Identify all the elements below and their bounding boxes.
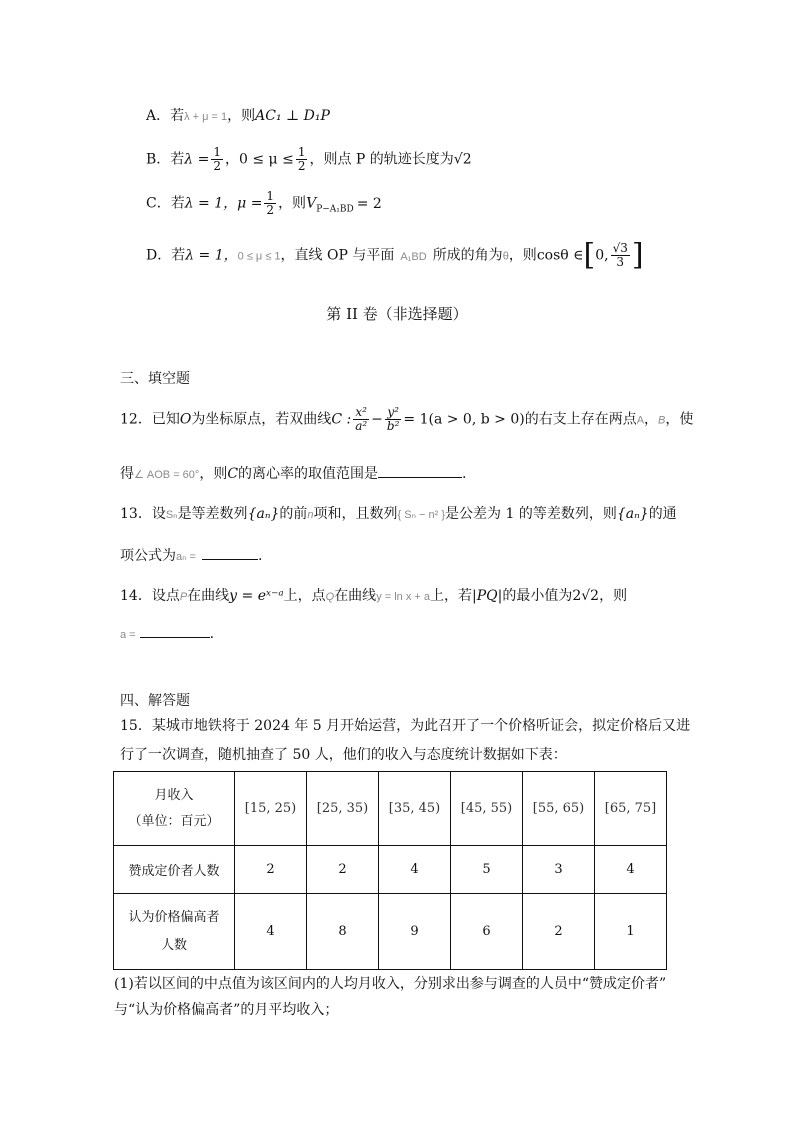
q14-curve-2: y = ln x + a: [376, 591, 430, 603]
q12-text-6: ，则: [199, 466, 228, 482]
fraction-numerator: √3: [612, 241, 628, 255]
option-b-lambda-fraction: [211, 146, 223, 173]
part-1-line-2: 与“认为价格偏高者”的月平均收入；: [114, 1002, 339, 1018]
header-label: 月收入: [154, 787, 194, 803]
option-d-interval-fraction: [611, 242, 630, 269]
q13-text: 13．设: [120, 506, 166, 522]
q14-point-p: P: [179, 591, 188, 603]
fraction-denominator: 3: [616, 255, 625, 269]
question-13-line-2: 项公式为aₙ = .: [120, 545, 262, 567]
option-d-theta: θ: [502, 250, 509, 263]
fraction-denominator: b²: [386, 419, 400, 433]
option-c: [146, 190, 382, 219]
fraction-denominator: 2: [213, 159, 221, 173]
question-14-line-2: a = .: [120, 623, 214, 645]
fraction-numerator: 1: [266, 189, 275, 203]
row-label: 赞成定价者人数: [114, 846, 235, 894]
option-d-lambda: λ = 1，: [185, 247, 238, 264]
q12-origin: O: [179, 411, 192, 428]
q13-text-6: 的通: [648, 506, 677, 522]
table-cell: 4: [379, 846, 451, 894]
q12-point-a: A: [636, 414, 645, 427]
solve-heading: 四、解答题: [120, 693, 190, 709]
option-d-cos: cosθ ∈: [536, 247, 584, 264]
option-b-text: ，则点 P 的轨迹长度为: [309, 151, 454, 168]
table-cell: 9: [379, 894, 451, 970]
option-b-label: B．若: [146, 151, 185, 168]
fill-in-heading: 三、填空题: [120, 371, 190, 387]
q13-text-7: 项公式为: [120, 548, 176, 564]
q12-x-fraction: [353, 406, 369, 433]
q13-sn: Sₙ: [165, 509, 178, 521]
option-d-text: ，直线 OP 与平面: [280, 247, 395, 264]
q12-text-4: ，使: [665, 411, 694, 428]
part-1-line-1: (1)若以区间的中点值为该区间内的人均月收入，分别求出参与调查的人员中“赞成定价者”: [114, 976, 667, 992]
question-13-line-1: [120, 504, 677, 525]
section-title: 第 II 卷（非选择题）: [326, 305, 468, 323]
question-14-line-1: [120, 586, 627, 607]
option-c-mu-fraction: [264, 190, 276, 217]
table-cell: 4: [235, 894, 307, 970]
q12-curve-ref: C: [227, 466, 239, 482]
q12-text-5: 得: [120, 466, 134, 482]
row-label-line-2: 人数: [160, 937, 187, 953]
q12-point-b: B: [658, 414, 666, 427]
table-cell: 1: [595, 894, 667, 970]
table-cell: 2: [235, 846, 307, 894]
q14-curve-1: y = eˣ⁻ᵃ: [229, 588, 284, 604]
q12-y-fraction: [385, 406, 402, 433]
interval-cell: [25, 35): [307, 772, 379, 846]
option-a: [146, 106, 330, 127]
option-d-left-bracket: [: [583, 237, 596, 273]
q12-curve-name: C :: [331, 411, 352, 428]
fraction-numerator: y²: [387, 405, 399, 419]
table-row: [114, 894, 667, 970]
q13-an-equals: aₙ =: [176, 551, 196, 563]
q13-n: n: [307, 509, 314, 521]
fraction-denominator: 2: [266, 203, 275, 217]
q14-text-7: ，则: [599, 588, 628, 604]
option-a-label: A．若: [146, 108, 185, 124]
q14-text-5: 上，若: [430, 588, 472, 604]
table-cell: 2: [307, 846, 379, 894]
option-c-volume-subscript: P−A₁BD: [316, 204, 354, 215]
fraction-denominator: a²: [355, 419, 368, 433]
q13-text-3: 的前: [279, 506, 308, 522]
option-a-connector: ，则: [227, 108, 256, 124]
option-c-label: C．若: [146, 195, 185, 212]
option-d: [146, 237, 644, 273]
option-d-right-bracket: ]: [631, 237, 644, 273]
option-b: [146, 146, 472, 173]
q13-answer-blank[interactable]: [202, 545, 258, 560]
option-c-connector: ，则: [278, 195, 307, 212]
option-b-answer: √2: [453, 151, 472, 168]
q12-equation: = 1(a > 0, b > 0): [403, 411, 525, 428]
option-c-volume: V: [306, 195, 317, 212]
header-unit: （单位：百元）: [128, 813, 220, 829]
option-a-condition: λ + μ = 1: [184, 111, 228, 123]
option-d-label: D．若: [146, 247, 186, 264]
q13-derived-sequence: { Sₙ − n² }: [397, 509, 446, 521]
q12-text-3: 的右支上存在两点: [524, 411, 637, 428]
option-d-text-2: 所成的角为: [432, 247, 503, 264]
interval-cell: [15, 25): [235, 772, 307, 846]
table-row: [114, 846, 667, 894]
table-cell: 2: [523, 894, 595, 970]
q12-text-7: 的离心率的取值范围是: [238, 466, 379, 482]
q12-angle: ∠ AOB = 60°: [134, 469, 200, 481]
income-attitude-table: [113, 771, 667, 970]
fraction-denominator: 2: [297, 159, 306, 173]
option-d-interval-left: 0,: [595, 247, 609, 264]
q13-sequence: {aₙ}: [247, 506, 280, 522]
table-header-cell: [114, 772, 235, 846]
interval-cell: [45, 55): [451, 772, 523, 846]
option-c-answer: = 2: [356, 195, 382, 212]
table-cell: 3: [523, 846, 595, 894]
q14-distance: |PQ|: [472, 588, 503, 604]
q13-text-5: 是公差为 1 的等差数列，则: [445, 506, 617, 522]
q14-text-3: 上，点: [283, 588, 326, 604]
q12-answer-blank[interactable]: [378, 463, 462, 478]
question-12-line-2: 得∠ AOB = 60°，则C的离心率的取值范围是 .: [120, 463, 467, 485]
q14-text-2: 在曲线: [187, 588, 230, 604]
question-12-line-1: 12．已知O为坐标原点，若双曲线C : $\frac{\text{x²}}{\text{a²}}$ − $\frac{\text{y²}}{\text{b²}}$ = 1(a > 0, b > 0)的右支上存在两点A，B，使: [120, 405, 694, 433]
interval-cell: [35, 45): [379, 772, 451, 846]
q14-text: 14．设点: [120, 588, 180, 604]
option-a-result: AC₁ ⊥ D₁P: [255, 108, 330, 124]
q14-a-equals: a =: [120, 629, 136, 641]
q14-min-value: 2√2: [572, 588, 600, 604]
q13-text-4: 项和，且数列: [313, 506, 398, 522]
table-cell: 5: [451, 846, 523, 894]
table-cell: 4: [595, 846, 667, 894]
option-c-mu: μ =: [237, 195, 263, 212]
option-d-plane: A₁BD: [400, 250, 427, 263]
question-15-line-2: 行了一次调查，随机抽查了 50 人，他们的收入与态度统计数据如下表：: [120, 747, 567, 763]
q13-sequence-ref: {aₙ}: [616, 506, 649, 522]
fraction-numerator: 1: [213, 145, 221, 159]
interval-cell: [55, 65): [523, 772, 595, 846]
q13-text-2: 是等差数列: [177, 506, 248, 522]
q12-text-2: 为坐标原点，若双曲线: [191, 411, 332, 428]
q14-answer-blank[interactable]: [140, 623, 210, 638]
option-b-mu-condition: ，0 ≤ μ ≤: [225, 151, 294, 168]
row-label-line-1: 认为价格偏高者: [128, 909, 220, 925]
q12-text: 12．已知: [120, 411, 180, 428]
option-b-mu-fraction: [296, 146, 308, 173]
interval-cell: [65, 75]: [595, 772, 667, 846]
row-label: [114, 894, 235, 970]
table-cell: 8: [307, 894, 379, 970]
option-b-lambda: λ =: [184, 151, 210, 168]
fraction-numerator: x²: [355, 405, 367, 419]
option-c-lambda: λ = 1，: [184, 195, 238, 212]
q14-text-4: 在曲线: [334, 588, 377, 604]
q14-text-6: 的最小值为: [502, 588, 573, 604]
table-header-row: [114, 772, 667, 846]
table-cell: 6: [451, 894, 523, 970]
fraction-numerator: 1: [297, 145, 306, 159]
q14-point-q: Q: [325, 591, 335, 603]
option-d-mu: 0 ≤ μ ≤ 1: [237, 250, 281, 263]
option-d-text-3: ，则: [508, 247, 537, 264]
question-15-line-1: 15．某城市地铁将于 2024 年 5 月开始运营，为此召开了一个价格听证会，拟定价格后又进: [120, 718, 691, 734]
